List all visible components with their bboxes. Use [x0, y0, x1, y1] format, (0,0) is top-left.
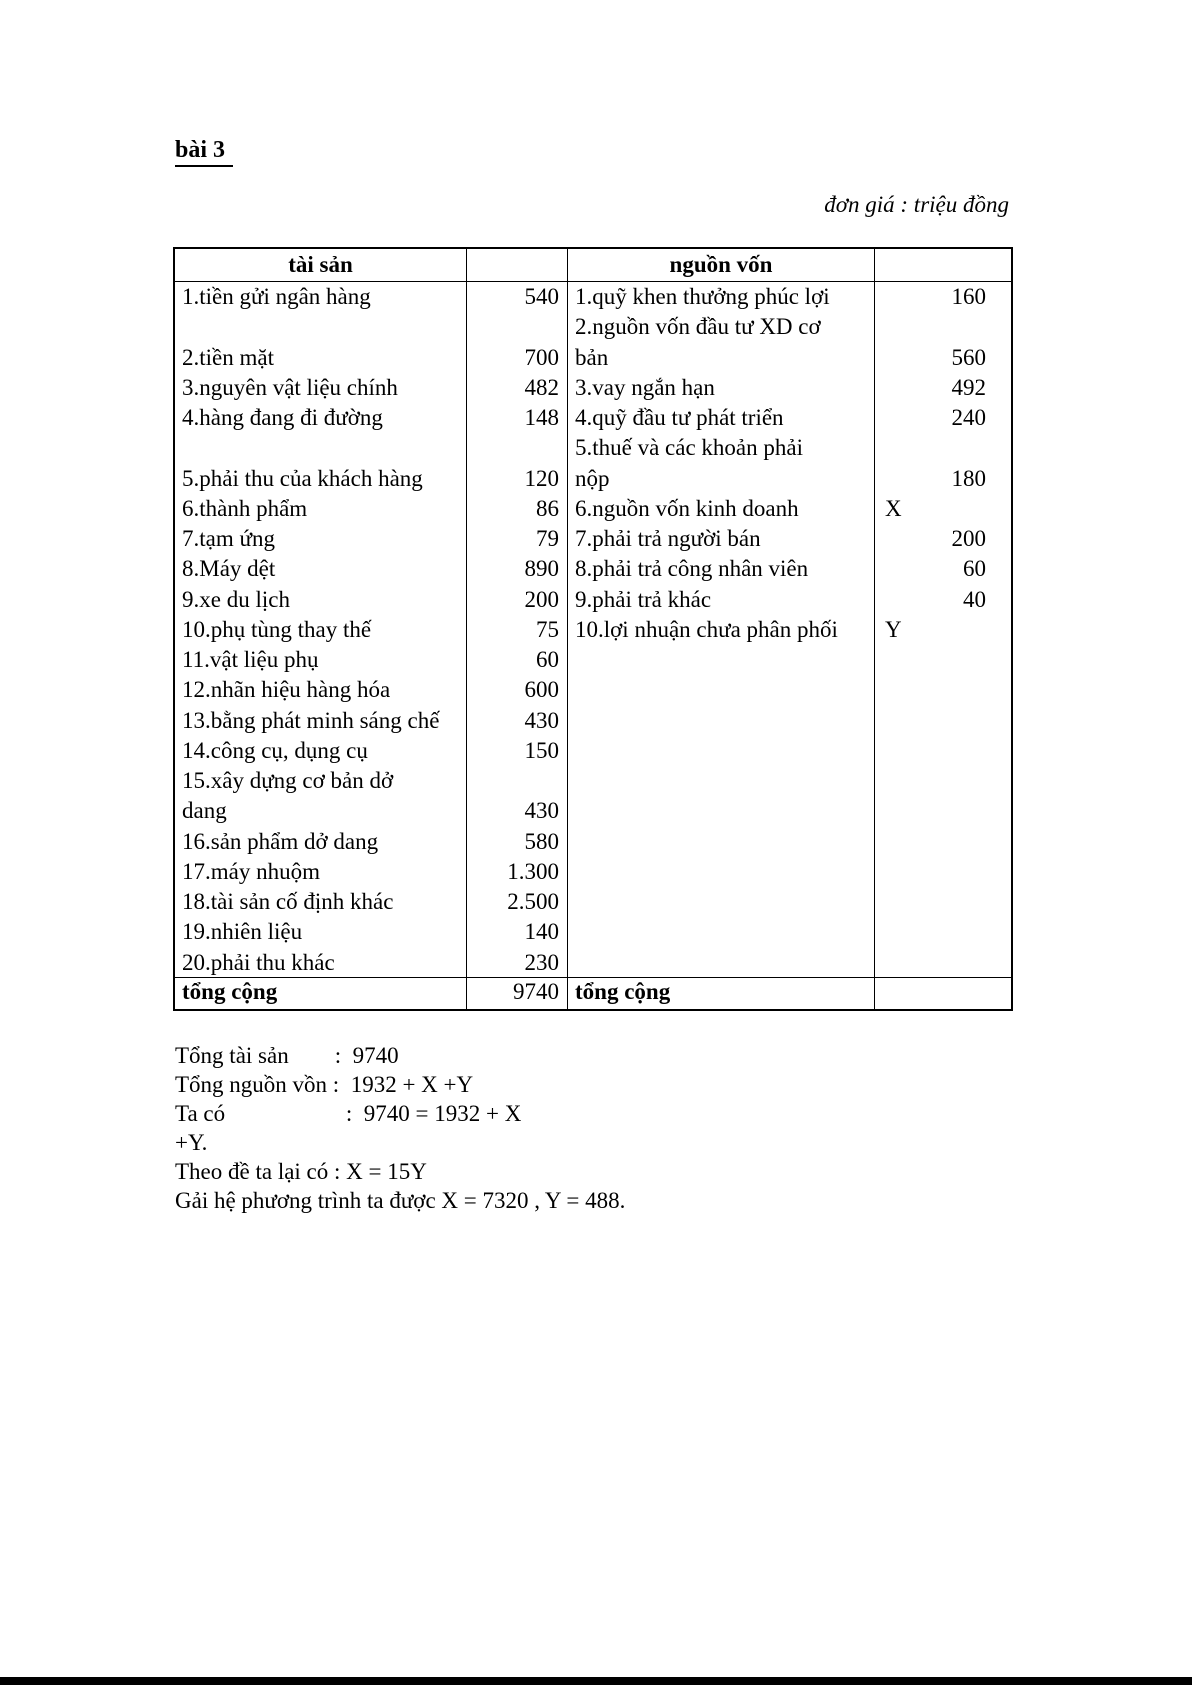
summary-line: +Y.	[175, 1129, 208, 1155]
asset-value: 60	[536, 647, 559, 672]
asset-value: 200	[524, 586, 559, 612]
asset-label-line	[182, 433, 466, 463]
source-value: 40	[963, 586, 986, 612]
asset-value: 79	[536, 526, 559, 551]
source-label-line: 7.phải trả người bán	[575, 526, 761, 551]
asset-label-line: 16.sản phẩm dở dang	[182, 828, 379, 854]
bottom-bar	[0, 1677, 1192, 1685]
asset-label-line: 1.tiền gửi ngân hàng	[182, 284, 371, 309]
asset-label-line: 11.vật liệu phụ	[182, 647, 319, 672]
asset-value: 430	[524, 798, 559, 824]
source-value: 560	[951, 344, 986, 370]
source-label-line: 3.vay ngắn hạn	[575, 374, 715, 400]
asset-value: 150	[524, 737, 559, 763]
assets-value-header	[467, 249, 568, 282]
assets-header: tài sản	[175, 249, 467, 282]
source-label-line: 6.nguồn vốn kinh doanh	[575, 495, 799, 521]
assets-total-label: tổng cộng	[175, 978, 467, 1009]
asset-label-line: 12.nhãn hiệu hàng hóa	[182, 677, 391, 703]
source-label-line: 8.phải trả công nhân viên	[575, 556, 809, 582]
asset-value: 890	[524, 556, 559, 582]
asset-label-line: 20.phải thu khác	[182, 949, 335, 975]
sources-header: nguồn vốn	[568, 249, 875, 282]
unit-note: đơn giá : triệu đồng	[824, 192, 1009, 217]
source-label-line: 5.thuế và các khoản phải	[575, 435, 803, 461]
sources-total-label: tổng cộng	[568, 978, 875, 1009]
asset-value: 230	[524, 949, 559, 975]
asset-value: 580	[524, 828, 559, 854]
asset-value	[467, 766, 567, 796]
sources-value-header	[875, 249, 1011, 282]
source-label-line: nộp	[575, 465, 610, 491]
asset-label-line	[182, 312, 466, 342]
asset-label-line: 13.bằng phát minh sáng chế	[182, 707, 440, 733]
source-value: 200	[951, 526, 986, 551]
summary-line: Ta có : 9740 = 1932 + X	[175, 1100, 522, 1126]
asset-value: 600	[524, 677, 559, 703]
source-label-line: 4.quỹ đầu tư phát triển	[575, 405, 784, 430]
source-label-line: 10.lợi nhuận chưa phân phối	[575, 616, 838, 642]
asset-value: 120	[524, 465, 559, 491]
asset-value: 140	[524, 919, 559, 945]
source-value: Y	[885, 616, 902, 642]
asset-value: 86	[536, 495, 559, 521]
asset-value	[467, 433, 567, 463]
sources-total-value	[875, 978, 1011, 1009]
asset-label-line: 4.hàng đang đi đường	[182, 405, 383, 430]
asset-value: 2.500	[507, 889, 559, 914]
asset-label-line: 17.máy nhuộm	[182, 858, 320, 884]
summary-line: Theo đề ta lại có : X = 15Y	[175, 1158, 427, 1184]
asset-label-line: dang	[182, 798, 227, 824]
asset-label-line: 19.nhiên liệu	[182, 919, 303, 945]
exercise-title: bài 3	[175, 137, 233, 167]
asset-value: 540	[524, 284, 559, 309]
asset-value: 700	[524, 344, 559, 370]
asset-value: 148	[524, 405, 559, 430]
asset-value: 482	[524, 374, 559, 400]
sources-values-column	[875, 282, 1011, 978]
asset-value: 430	[524, 707, 559, 733]
asset-label-line: 5.phải thu của khách hàng	[182, 465, 423, 491]
summary-block	[175, 1042, 625, 1215]
asset-label-line: 9.xe du lịch	[182, 586, 290, 612]
source-label-line: bản	[575, 344, 609, 370]
source-value: 240	[951, 405, 986, 430]
asset-label-line: 8.Máy dệt	[182, 556, 276, 582]
asset-label-line: 3.nguyên vật liệu chính	[182, 374, 398, 400]
asset-label-line: 6.thành phẩm	[182, 495, 308, 521]
source-value	[875, 312, 1011, 342]
source-value: 60	[963, 556, 986, 582]
summary-line: Gải hệ phương trình ta được X = 7320 , Y = 488.	[175, 1187, 626, 1213]
source-label-line: 9.phải trả khác	[575, 586, 712, 612]
asset-label-line: 10.phụ tùng thay thế	[182, 616, 372, 642]
source-label-line: 1.quỹ khen thưởng phúc lợi	[575, 284, 830, 309]
assets-total-value: 9740	[467, 978, 568, 1009]
summary-line: Tổng tài sản : 9740	[175, 1043, 399, 1068]
source-value: 492	[951, 374, 986, 400]
sources-labels-column	[568, 282, 875, 978]
balance-table	[173, 247, 1013, 1011]
asset-label-line: 2.tiền mặt	[182, 344, 274, 370]
assets-values-column	[467, 282, 568, 978]
source-value: 180	[951, 465, 986, 491]
asset-label-line: 18.tài sản cố định khác	[182, 889, 394, 914]
source-value: X	[885, 495, 902, 521]
source-value	[875, 433, 1011, 463]
source-value: 160	[951, 284, 986, 309]
asset-value	[467, 312, 567, 342]
asset-label-line: 7.tạm ứng	[182, 526, 275, 551]
summary-line: Tổng nguồn vồn : 1932 + X +Y	[175, 1071, 474, 1097]
assets-labels-column	[175, 282, 467, 978]
asset-label-line: 14.công cụ, dụng cụ	[182, 737, 368, 763]
source-label-line: 2.nguồn vốn đầu tư XD cơ	[575, 314, 821, 340]
asset-value: 1.300	[507, 858, 559, 884]
asset-value: 75	[536, 616, 559, 642]
asset-label-line: 15.xây dựng cơ bản dở	[182, 768, 394, 793]
